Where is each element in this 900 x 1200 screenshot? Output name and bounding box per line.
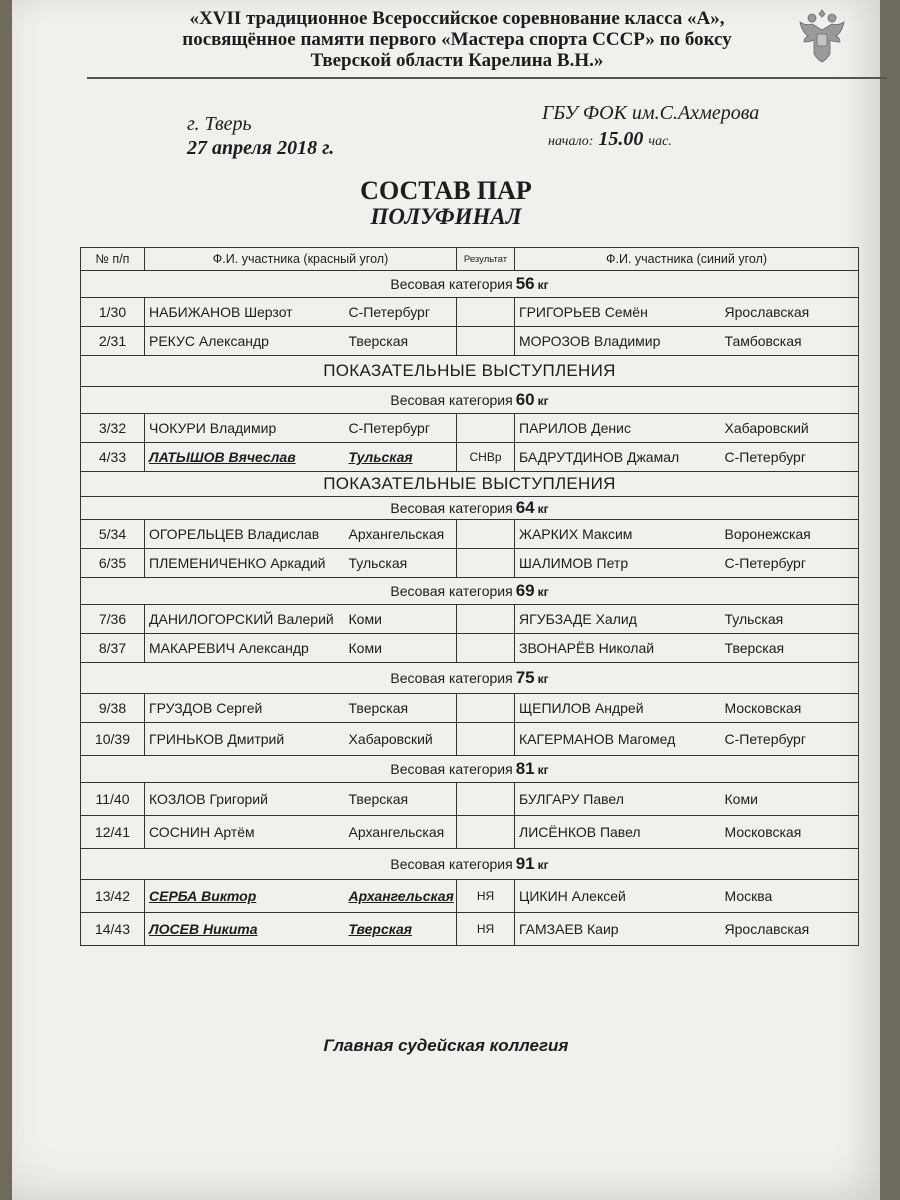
bout-number: 1/30 — [81, 298, 145, 327]
weight-category-row — [81, 271, 859, 298]
red-region: Тульская — [345, 443, 457, 472]
city: г. Тверь — [187, 113, 252, 135]
red-boxer: НАБИЖАНОВ Шерзот — [145, 298, 345, 327]
document-page — [12, 0, 880, 1200]
table-row — [81, 549, 859, 578]
start-time — [542, 126, 822, 155]
bout-result — [457, 723, 515, 756]
red-boxer: КОЗЛОВ Григорий — [145, 783, 345, 816]
weight-value: 81 — [515, 759, 535, 778]
blue-region: Тамбовская — [721, 327, 859, 356]
blue-region: Ярославская — [721, 298, 859, 327]
weight-unit: кг — [537, 672, 549, 686]
bout-number: 8/37 — [81, 634, 145, 663]
red-region: Тверская — [345, 913, 457, 946]
blue-region: Московская — [721, 816, 859, 849]
red-region: Тульская — [345, 549, 457, 578]
weight-category-row — [81, 578, 859, 605]
header-num: № п/п — [81, 248, 145, 271]
blue-region: С-Петербург — [721, 443, 859, 472]
header-result: Результат — [457, 248, 515, 271]
red-region: Хабаровский — [345, 723, 457, 756]
blue-region: Тверская — [721, 634, 859, 663]
table-row — [81, 443, 859, 472]
red-boxer: СОСНИН Артём — [145, 816, 345, 849]
weight-label: Весовая категория — [390, 276, 513, 292]
bout-result: НЯ — [457, 913, 515, 946]
bout-result — [457, 520, 515, 549]
stage-title: ПОЛУФИНАЛ — [370, 204, 522, 229]
header-divider — [87, 77, 887, 79]
bout-result — [457, 327, 515, 356]
weight-label: Весовая категория — [390, 856, 513, 872]
table-row — [81, 694, 859, 723]
table-row — [81, 634, 859, 663]
weight-value: 75 — [515, 668, 535, 687]
table-header-row — [81, 248, 859, 271]
table-row — [81, 816, 859, 849]
table-row — [81, 880, 859, 913]
red-region: Коми — [345, 605, 457, 634]
blue-boxer: ЗВОНАРЁВ Николай — [515, 634, 721, 663]
weight-value: 69 — [515, 581, 535, 600]
weight-label: Весовая категория — [390, 583, 513, 599]
weight-unit: кг — [537, 763, 549, 777]
exhibition-row — [81, 472, 859, 497]
start-label: начало: — [548, 134, 594, 149]
weight-label: Весовая категория — [390, 670, 513, 686]
weight-category-row — [81, 756, 859, 783]
bouts-table — [80, 247, 859, 946]
table-row — [81, 723, 859, 756]
event-date: 27 апреля 2018 г. — [187, 137, 335, 159]
red-boxer: ДАНИЛОГОРСКИЙ Валерий — [145, 605, 345, 634]
weight-value: 91 — [515, 854, 535, 873]
blue-region: Коми — [721, 783, 859, 816]
bout-number: 13/42 — [81, 880, 145, 913]
red-region: Коми — [345, 634, 457, 663]
red-region: Тверская — [345, 694, 457, 723]
header-line-2: посвящённое памяти первого «Мастера спорта СССР» по боксу — [182, 29, 732, 50]
red-region: Архангельская — [345, 520, 457, 549]
blue-boxer: ЩЕПИЛОВ Андрей — [515, 694, 721, 723]
weight-label: Весовая категория — [390, 500, 513, 516]
weight-value: 64 — [515, 498, 535, 517]
venue-place-time — [542, 100, 822, 155]
weight-label: Весовая категория — [390, 392, 513, 408]
red-region: Тверская — [345, 327, 457, 356]
blue-boxer: ШАЛИМОВ Петр — [515, 549, 721, 578]
exhibition-row — [81, 356, 859, 387]
weight-category-row — [81, 497, 859, 520]
exhibition-label: ПОКАЗАТЕЛЬНЫЕ ВЫСТУПЛЕНИЯ — [81, 472, 859, 497]
bout-number: 14/43 — [81, 913, 145, 946]
blue-boxer: БАДРУТДИНОВ Джамал — [515, 443, 721, 472]
blue-boxer: ЦИКИН Алексей — [515, 880, 721, 913]
weight-unit: кг — [537, 858, 549, 872]
blue-region: Ярославская — [721, 913, 859, 946]
red-boxer: ГРУЗДОВ Сергей — [145, 694, 345, 723]
bout-number: 9/38 — [81, 694, 145, 723]
blue-boxer: БУЛГАРУ Павел — [515, 783, 721, 816]
weight-category-row — [81, 849, 859, 880]
header-line-3: Тверской области Карелина В.Н.» — [310, 50, 604, 71]
bout-number: 5/34 — [81, 520, 145, 549]
start-unit: час. — [648, 134, 672, 149]
bout-result — [457, 694, 515, 723]
red-region: Тверская — [345, 783, 457, 816]
blue-region: С-Петербург — [721, 723, 859, 756]
header-red-corner: Ф.И. участника (красный угол) — [145, 248, 457, 271]
bout-result — [457, 414, 515, 443]
blue-boxer: ГРИГОРЬЕВ Семён — [515, 298, 721, 327]
weight-unit: кг — [537, 394, 549, 408]
table-row — [81, 298, 859, 327]
blue-region: Тульская — [721, 605, 859, 634]
bout-result — [457, 605, 515, 634]
header-line-1: «XVII традиционное Всероссийское соревнование класса «А», — [189, 8, 725, 29]
blue-region: Московская — [721, 694, 859, 723]
bout-result: НЯ — [457, 880, 515, 913]
bout-number: 11/40 — [81, 783, 145, 816]
bout-number: 10/39 — [81, 723, 145, 756]
exhibition-label: ПОКАЗАТЕЛЬНЫЕ ВЫСТУПЛЕНИЯ — [81, 356, 859, 387]
red-region: С-Петербург — [345, 414, 457, 443]
red-boxer: РЕКУС Александр — [145, 327, 345, 356]
blue-boxer: ПАРИЛОВ Денис — [515, 414, 721, 443]
blue-region: Воронежская — [721, 520, 859, 549]
table-row — [81, 414, 859, 443]
red-boxer: ЧОКУРИ Владимир — [145, 414, 345, 443]
blue-region: С-Петербург — [721, 549, 859, 578]
weight-category-row — [81, 387, 859, 414]
blue-region: Хабаровский — [721, 414, 859, 443]
bout-result — [457, 816, 515, 849]
bout-number: 3/32 — [81, 414, 145, 443]
weight-label: Весовая категория — [390, 761, 513, 777]
competition-header — [112, 8, 802, 71]
red-boxer: ПЛЕМЕНИЧЕНКО Аркадий — [145, 549, 345, 578]
red-boxer: СЕРБА Виктор — [145, 880, 345, 913]
venue-city-date — [187, 112, 334, 160]
weight-value: 60 — [515, 390, 535, 409]
table-row — [81, 605, 859, 634]
bout-result: СНВр — [457, 443, 515, 472]
blue-boxer: ЖАРКИХ Максим — [515, 520, 721, 549]
table-row — [81, 327, 859, 356]
double-headed-eagle-emblem-icon — [792, 4, 852, 70]
red-boxer: МАКАРЕВИЧ Александр — [145, 634, 345, 663]
chief-judges-signature-line: Главная судейская коллегия — [323, 1036, 569, 1055]
bout-number: 4/33 — [81, 443, 145, 472]
bout-number: 7/36 — [81, 605, 145, 634]
table-row — [81, 520, 859, 549]
bout-number: 6/35 — [81, 549, 145, 578]
blue-boxer: ЛИСЁНКОВ Павел — [515, 816, 721, 849]
red-boxer: ГРИНЬКОВ Дмитрий — [145, 723, 345, 756]
blue-boxer: ЯГУБЗАДЕ Халид — [515, 605, 721, 634]
bout-result — [457, 634, 515, 663]
bout-result — [457, 549, 515, 578]
blue-region: Москва — [721, 880, 859, 913]
bout-number: 12/41 — [81, 816, 145, 849]
red-region: Архангельская — [345, 880, 457, 913]
weight-unit: кг — [537, 502, 549, 516]
weight-value: 56 — [515, 274, 535, 293]
weight-category-row — [81, 663, 859, 694]
bout-result — [457, 783, 515, 816]
red-region: С-Петербург — [345, 298, 457, 327]
blue-boxer: МОРОЗОВ Владимир — [515, 327, 721, 356]
start-time-value: 15.00 — [598, 128, 644, 150]
bout-result — [457, 298, 515, 327]
blue-boxer: КАГЕРМАНОВ Магомед — [515, 723, 721, 756]
red-boxer: ОГОРЕЛЬЦЕВ Владислав — [145, 520, 345, 549]
weight-unit: кг — [537, 278, 549, 292]
document-title: СОСТАВ ПАР — [360, 176, 532, 205]
red-boxer: ЛОСЕВ Никита — [145, 913, 345, 946]
bout-number: 2/31 — [81, 327, 145, 356]
weight-unit: кг — [537, 585, 549, 599]
table-row — [81, 913, 859, 946]
header-blue-corner: Ф.И. участника (синий угол) — [515, 248, 859, 271]
red-boxer: ЛАТЫШОВ Вячеслав — [145, 443, 345, 472]
table-row — [81, 783, 859, 816]
venue-name: ГБУ ФОК им.С.Ахмерова — [542, 102, 760, 124]
blue-boxer: ГАМЗАЕВ Каир — [515, 913, 721, 946]
red-region: Архангельская — [345, 816, 457, 849]
